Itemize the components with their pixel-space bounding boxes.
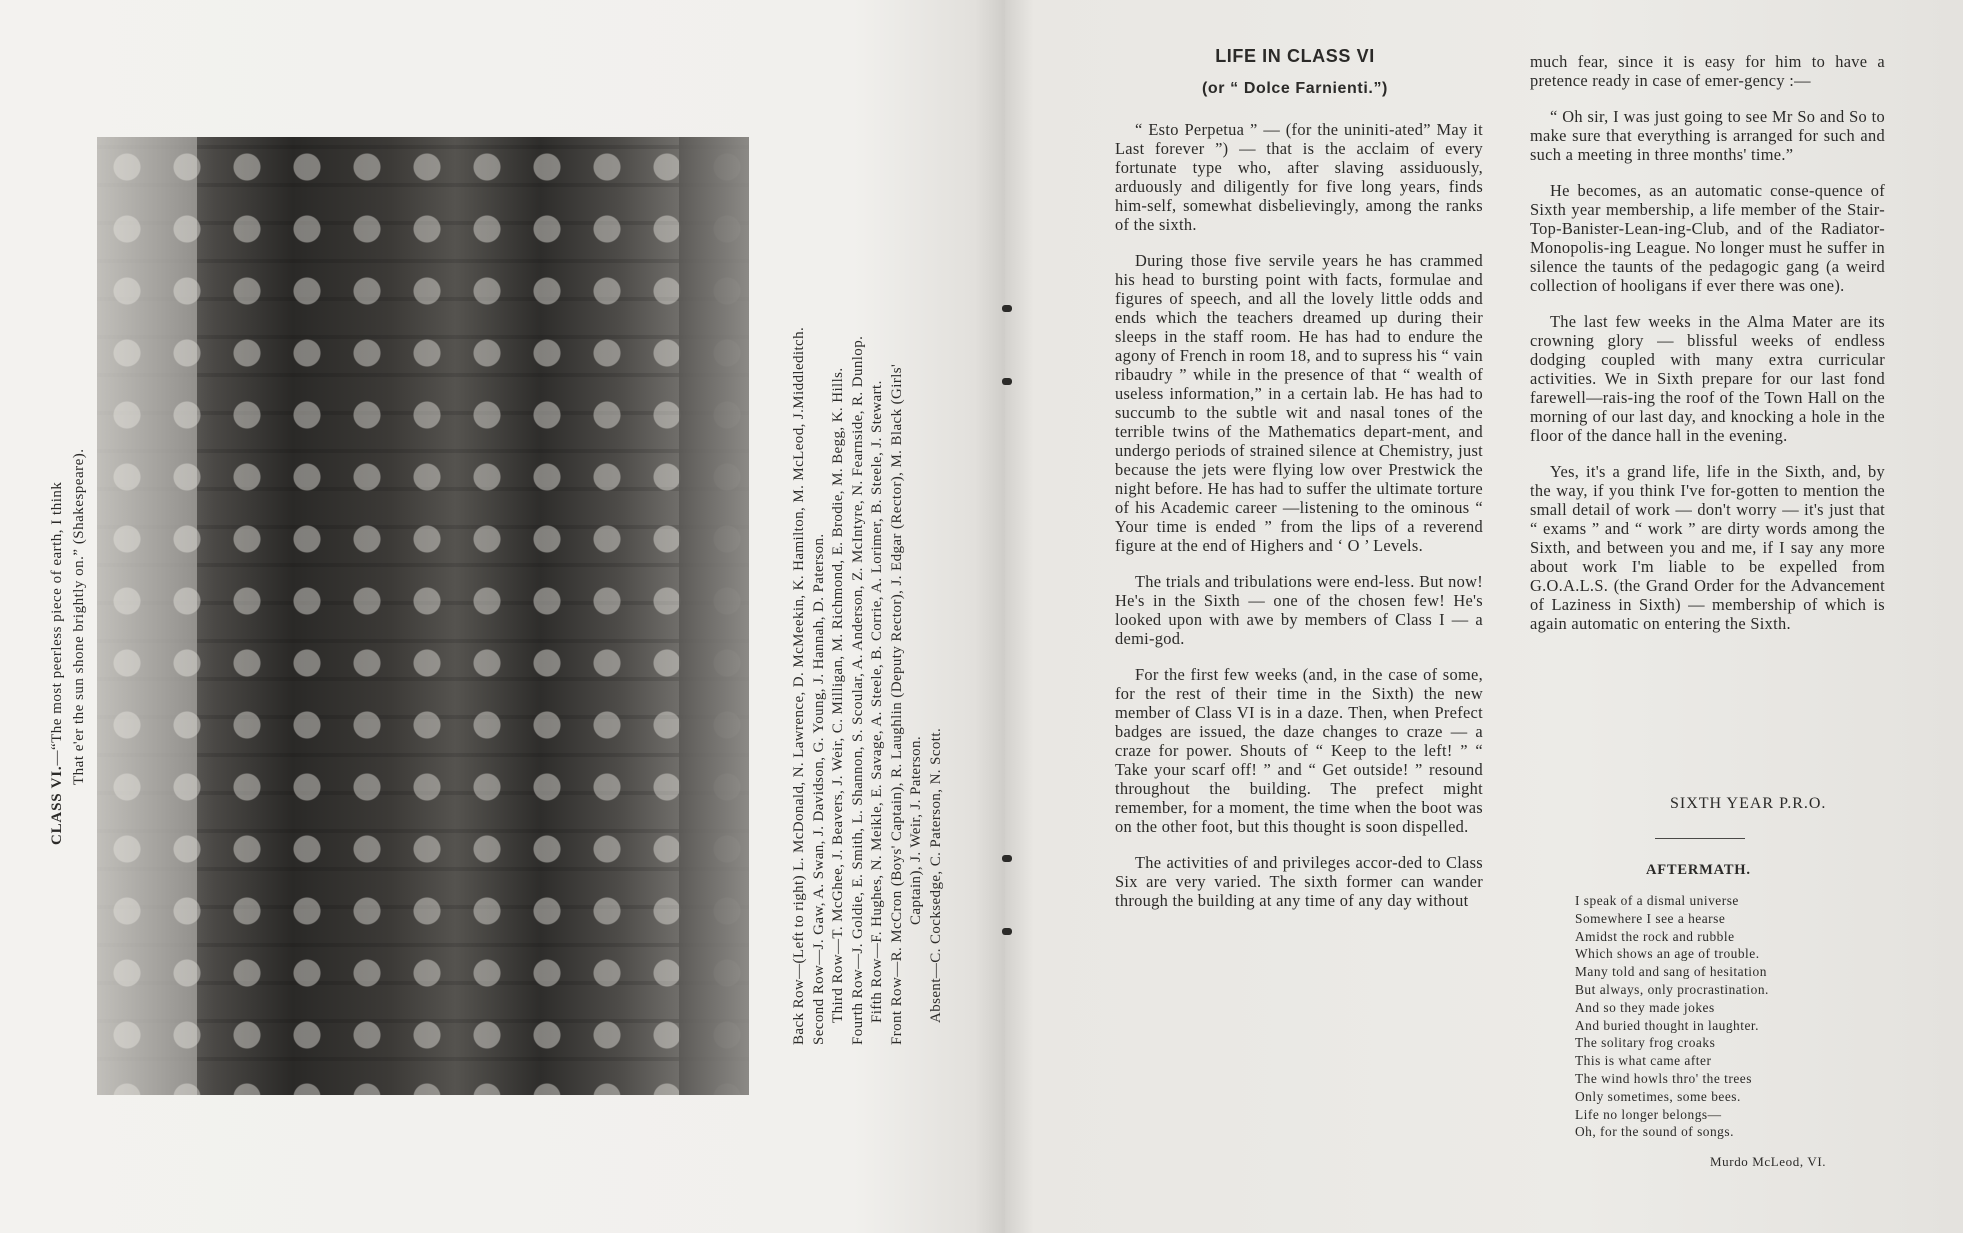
caption-quote: —“The most peerless piece of earth, I think: [49, 481, 65, 766]
class-photograph: [97, 137, 749, 1095]
paragraph: The trials and tribulations were end-less. But now! He's in the Sixth — one of the chosen few! He's looked upon with awe by members of Class I — a demi-god.: [1115, 572, 1483, 648]
staple-hole: [1002, 855, 1012, 862]
poem-line: The solitary frog croaks: [1575, 1035, 1716, 1051]
paragraph: The activities of and privileges accor-ded to Class Six are very varied. The sixth former can wander through the building at any time of any day without: [1115, 853, 1483, 910]
caption-line-1: [46, 448, 68, 845]
poem-line: And buried thought in laughter.: [1575, 1017, 1759, 1033]
caption-label: CLASS VI.: [49, 765, 65, 845]
poem-line: Life no longer belongs—: [1575, 1106, 1722, 1122]
caption-line-2: That e'er the sun shone brightly on.” (Shakespeare).: [71, 448, 87, 785]
poem-line: Only sometimes, some bees.: [1575, 1088, 1741, 1104]
names-row: Fifth Row—F. Hughes, N. Meikle, E. Savage, A. Steele, B. Corrie, A. Lorimer, B. Steele, J. Stewart.: [869, 380, 885, 1023]
staple-hole: [1002, 378, 1012, 385]
poem-author: Murdo McLeod, VI.: [1710, 1154, 1827, 1169]
paragraph: During those five servile years he has crammed his head to bursting point with facts, formulae and figures of speech, and all the lovely little odds and ends which the teachers dreamed up during their sleeps in the staff room. He has had to endure the agony of French in room 18, and to supress his “ vain ribaudry ” while in the presence of that “ wealth of useless information,” in a certain lab. He has had to succumb to the subtle wit and nasal tones of the terrible twins of the Mathematics depart-ment, and undergo periods of strained silence at Chemistry, just because the jets were flying low over Prestwick the night before. He has had to suffer the ultimate torture of his Academic career —listening to the ominous “ Your time is ended ” from the lips of a reverend figure at the end of Highers and ‘ O ’ Levels.: [1115, 251, 1483, 555]
article-column-2: [1530, 52, 1885, 650]
article-subtitle: (or “ Dolce Farnienti.”): [1202, 80, 1388, 97]
poem-line: The wind howls thro' the trees: [1575, 1070, 1752, 1086]
poem-line: Many told and sang of hesitation: [1575, 964, 1767, 980]
article-signoff: SIXTH YEAR P.R.O.: [1670, 795, 1827, 812]
poem-line: This is what came after: [1575, 1053, 1712, 1069]
poem-line: But always, only procrastination.: [1575, 981, 1769, 997]
photo-students: [97, 137, 749, 1095]
poem-title: AFTERMATH.: [1646, 862, 1751, 878]
names-row: Captain), J. Weir, J. Paterson.: [908, 735, 924, 925]
staple-hole: [1002, 928, 1012, 935]
paragraph: “ Oh sir, I was just going to see Mr So and So to make sure that everything is arranged for such and such a meeting in three months' time.”: [1530, 107, 1885, 164]
poem-line: I speak of a dismal universe: [1575, 893, 1739, 908]
names-row: Absent—C. Cocksedge, C. Paterson, N. Scott.: [927, 727, 944, 1023]
names-row: Front Row—R. McCron (Boys' Captain), R. Laughlin (Deputy Rector), J. Edgar (Rector), M. Black (Girls': [888, 363, 905, 1045]
article-title: LIFE IN CLASS VI: [1215, 46, 1375, 66]
poem-line: Oh, for the sound of songs.: [1575, 1124, 1734, 1140]
names-row: Second Row—J. Gaw, A. Swan, J. Davidson, G. Young, J. Hannah, D. Paterson.: [810, 533, 827, 1045]
paragraph: He becomes, as an automatic conse-quence of Sixth year membership, a life member of the Stair-Top-Banister-Lean-ing-Club, and of the Radiator-Monopolis-ing League. No longer must he suffer in silence the taunts of the pedagogic gang (a weird collection of hooligans if ever there was one).: [1530, 181, 1885, 295]
paragraph: much fear, since it is easy for him to have a pretence ready in case of emer-gency :—: [1530, 52, 1885, 90]
poem-line: Somewhere I see a hearse: [1575, 910, 1726, 926]
poem-body: [1575, 892, 1769, 1141]
poem-line: And so they made jokes: [1575, 999, 1715, 1015]
poem-line: Which shows an age of trouble.: [1575, 946, 1760, 962]
divider: [1655, 838, 1745, 839]
paragraph: For the first few weeks (and, in the case of some, for the rest of their time in the Sixth) the new member of Class VI is in a daze. Then, when Prefect badges are issued, the daze changes to craze — a craze for power. Shouts of “ Keep to the left! ” “ Take your scarf off! ” and “ Get outside! ” resound throughout the building. The prefect might remember, for a moment, the time when the boot was on the other foot, but this thought is soon dispelled.: [1115, 665, 1483, 836]
paragraph: “ Esto Perpetua ” — (for the uniniti-ated” May it Last forever ”) — that is the acclaim of every fortunate type who, after slaving assiduously, arduously and diligently for five long years, finds him-self, somewhat disbelievingly, among the ranks of the sixth.: [1115, 120, 1483, 234]
names-row: Third Row—T. McGhee, J. Beavers, J. Weir, C. Milligan, M. Richmond, E. Brodie, M. Begg, K. Hills.: [830, 367, 846, 1023]
article-column-1: [1115, 120, 1483, 927]
photo-ground: [679, 137, 749, 1095]
names-row: Back Row—(Left to right) L. McDonald, N. Lawrence, D. McMeekin, K. Hamilton, M. McLeod, J.Middleditch.: [791, 326, 807, 1045]
staple-hole: [1002, 305, 1012, 312]
photo-caption: [46, 448, 90, 845]
poem-line: Amidst the rock and rubble: [1575, 928, 1735, 944]
paragraph: Yes, it's a grand life, life in the Sixth, and, by the way, if you think I've for-gotten to mention the small detail of work — don't worry — it's just that “ exams ” and “ work ” are dirty words among the Sixth, and between you and me, if I say any more about work I'm liable to be expelled from G.O.A.L.S. (the Grand Order for the Advancement of Laziness in Sixth) — membership of which is again automatic on entering the Sixth.: [1530, 462, 1885, 633]
names-row: Fourth Row—J. Goldie, E. Smith, L. Shannon, S. Scoular, A. Anderson, Z. McIntyre, N. Fearnside, R. Dunlop.: [849, 335, 866, 1045]
names-list: [790, 327, 946, 1045]
paragraph: The last few weeks in the Alma Mater are its crowning glory — blissful weeks of endless dodging coupled with many extra curricular activities. We in Sixth prepare for our last fond farewell—rais-ing the roof of the Town Hall on the morning of our last day, and knocking a hole in the floor of the dance hall in the evening.: [1530, 312, 1885, 445]
